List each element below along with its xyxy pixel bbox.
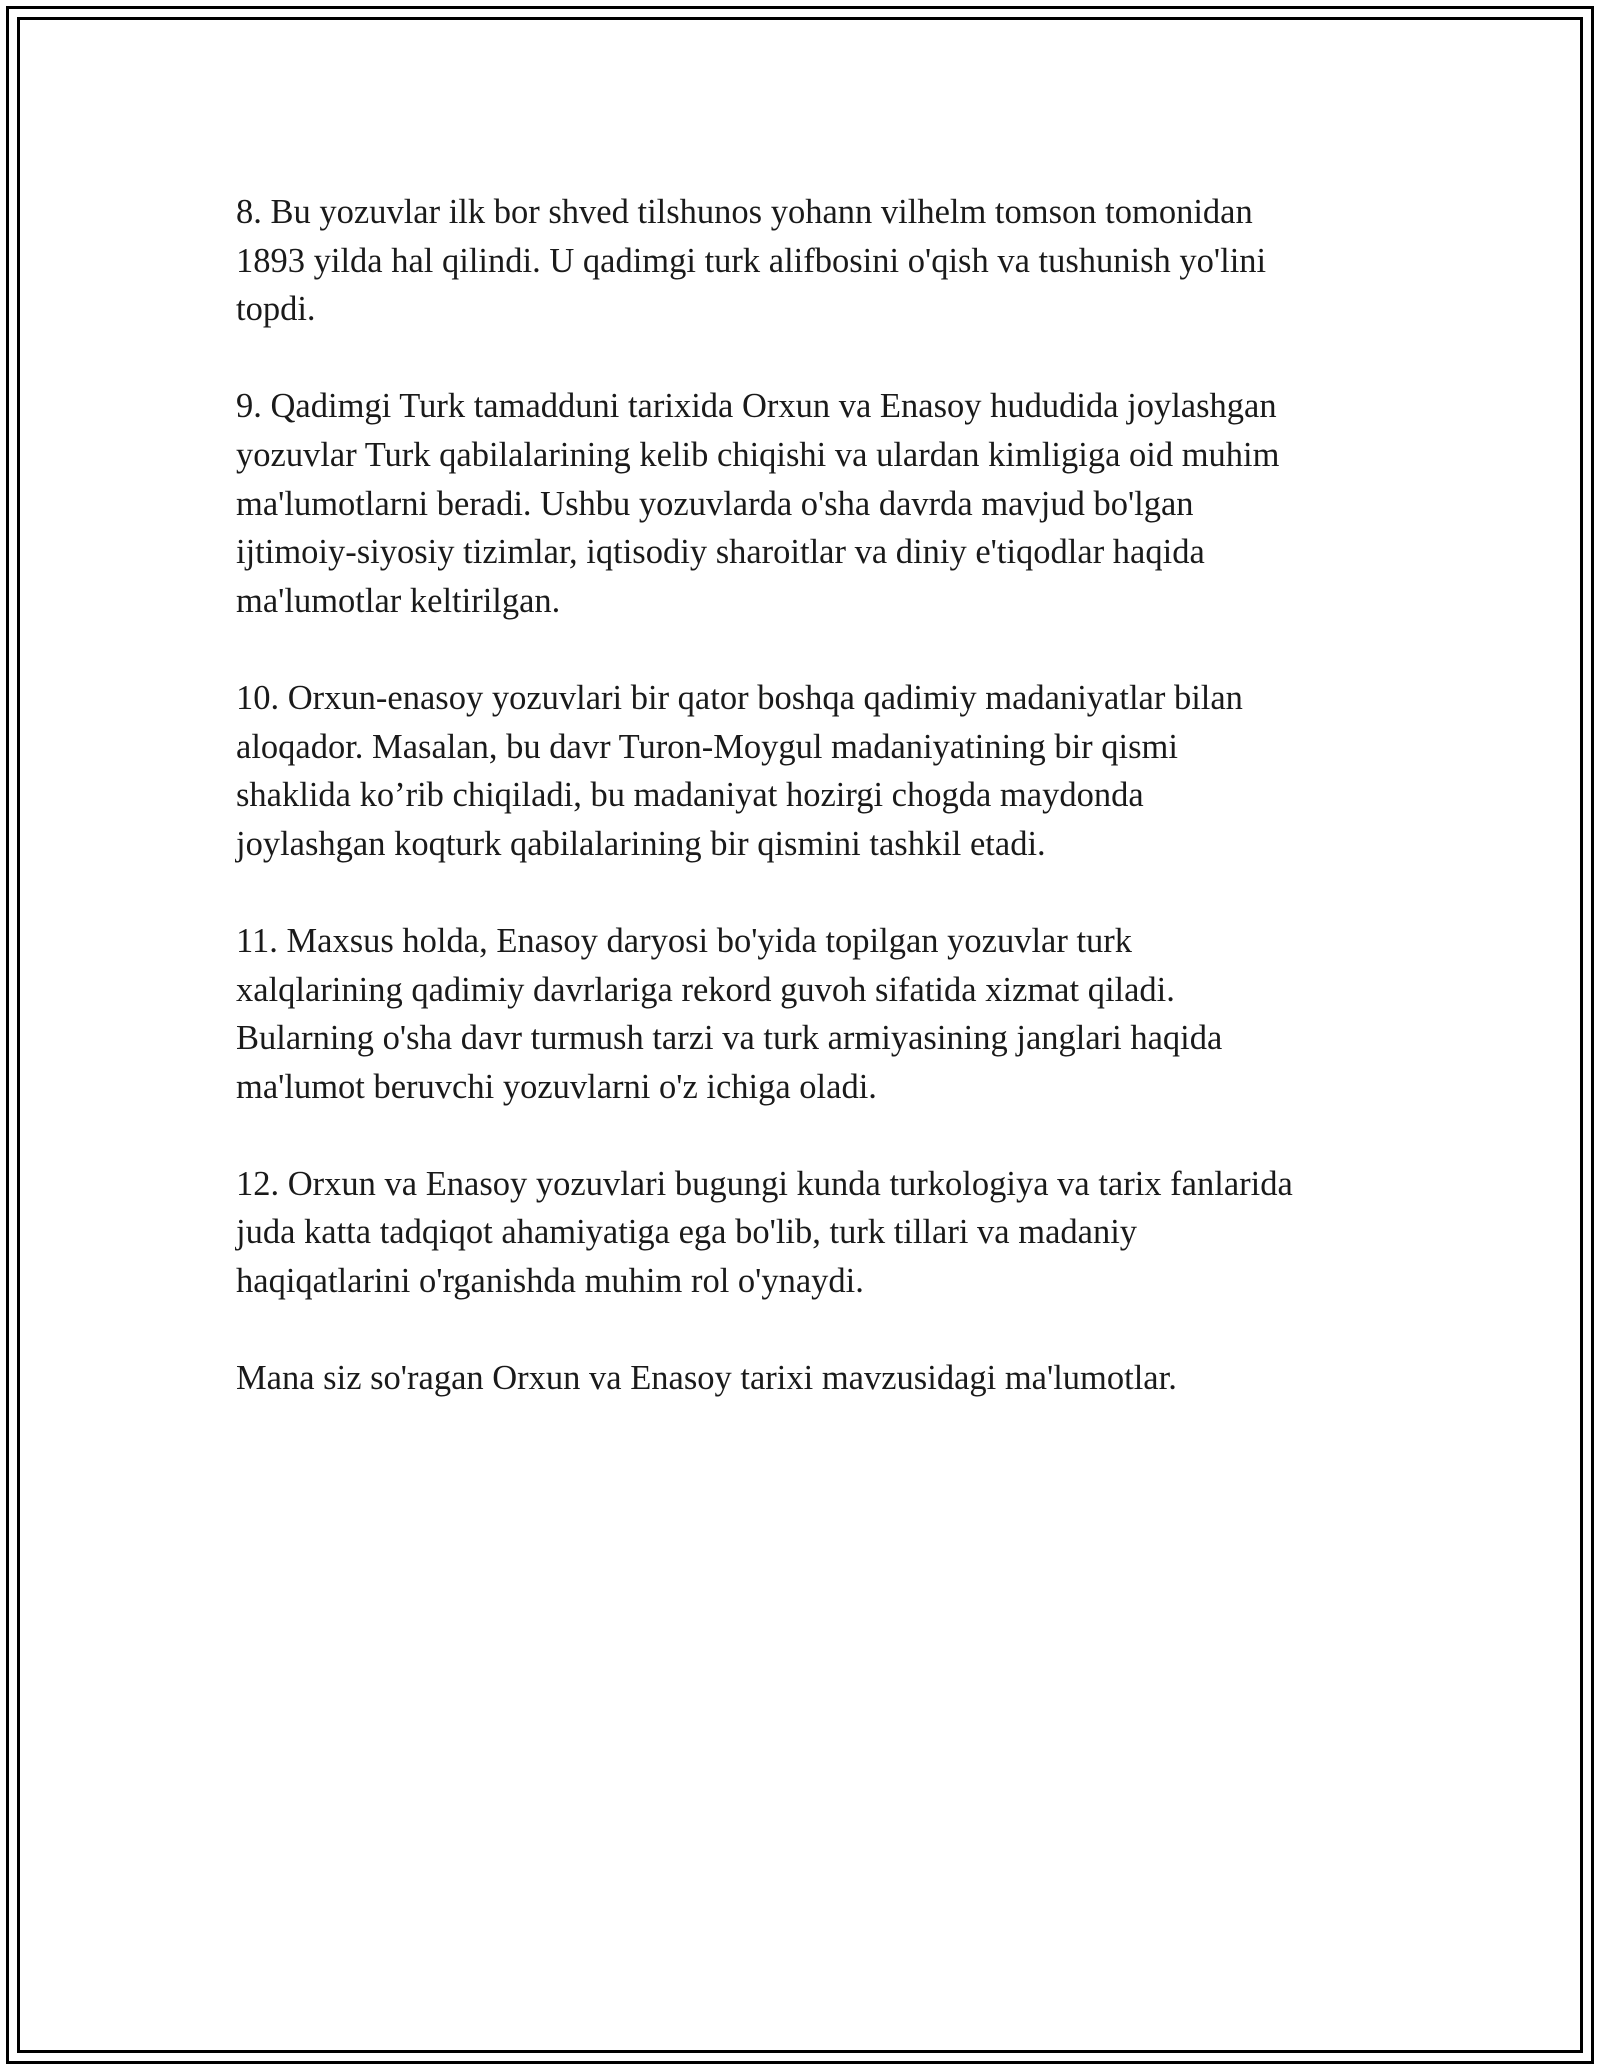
paragraph-line: ma'lumotlar keltirilgan. — [236, 581, 561, 620]
paragraph-line: 8. Bu yozuvlar ilk bor shved tilshunos yohann vilhelm tomson tomonidan — [236, 193, 1253, 231]
paragraph-line: 1893 yilda hal qilindi. U qadimgi turk alifbosini o'qish va tushunish yo'lini — [236, 241, 1267, 280]
paragraph-line: juda katta tadqiqot ahamiyatiga ega bo'lib, turk tillari va madaniy — [236, 1213, 1138, 1252]
paragraph-line: ma'lumotlarni beradi. Ushbu yozuvlarda o'sha davrda mavjud bo'lgan — [236, 484, 1194, 523]
paragraph-line: Bularning o'sha davr turmush tarzi va turk armiyasining janglari haqida — [236, 1019, 1223, 1058]
paragraph-10 — [236, 674, 1386, 868]
paragraph-line: joylashgan koqturk qabilalarining bir qismini tashkil etadi. — [236, 824, 1046, 863]
document-body — [236, 188, 1386, 1451]
paragraph-line: 10. Orxun-enasoy yozuvlari bir qator boshqa qadimiy madaniyatlar bilan — [236, 678, 1243, 717]
paragraph-11 — [236, 917, 1386, 1111]
paragraph-line: ma'lumot beruvchi yozuvlarni o'z ichiga oladi. — [236, 1067, 877, 1106]
paragraph-8 — [236, 188, 1386, 334]
paragraph-line: ijtimoiy-siyosiy tizimlar, iqtisodiy sharoitlar va diniy e'tiqodlar haqida — [236, 533, 1205, 572]
paragraph-line: xalqlarining qadimiy davrlariga rekord guvoh sifatida xizmat qiladi. — [236, 970, 1175, 1009]
paragraph-line: aloqador. Masalan, bu davr Turon-Moygul madaniyatining bir qismi — [236, 727, 1178, 766]
paragraph-line: 9. Qadimgi Turk tamadduni tarixida Orxun va Enasoy hududida joylashgan — [236, 387, 1277, 426]
paragraph-line: topdi. — [236, 290, 316, 329]
paragraph-line: haqiqatlarini o'rganishda muhim rol o'ynaydi. — [236, 1262, 864, 1301]
paragraph-9 — [236, 382, 1386, 625]
closing-paragraph — [236, 1354, 1386, 1403]
paragraph-line: 11. Maxsus holda, Enasoy daryosi bo'yida topilgan yozuvlar turk — [236, 921, 1133, 960]
paragraph-line: 12. Orxun va Enasoy yozuvlari bugungi kunda turkologiya va tarix fanlarida — [236, 1164, 1293, 1203]
paragraph-line: yozuvlar Turk qabilalarining kelib chiqishi va ulardan kimligiga oid muhim — [236, 435, 1280, 474]
paragraph-12 — [236, 1160, 1386, 1306]
paragraph-line: shaklida ko’rib chiqiladi, bu madaniyat hozirgi chogda maydonda — [236, 776, 1144, 815]
paragraph-line: Mana siz so'ragan Orxun va Enasoy tarixi mavzusidagi ma'lumotlar. — [236, 1359, 1177, 1398]
